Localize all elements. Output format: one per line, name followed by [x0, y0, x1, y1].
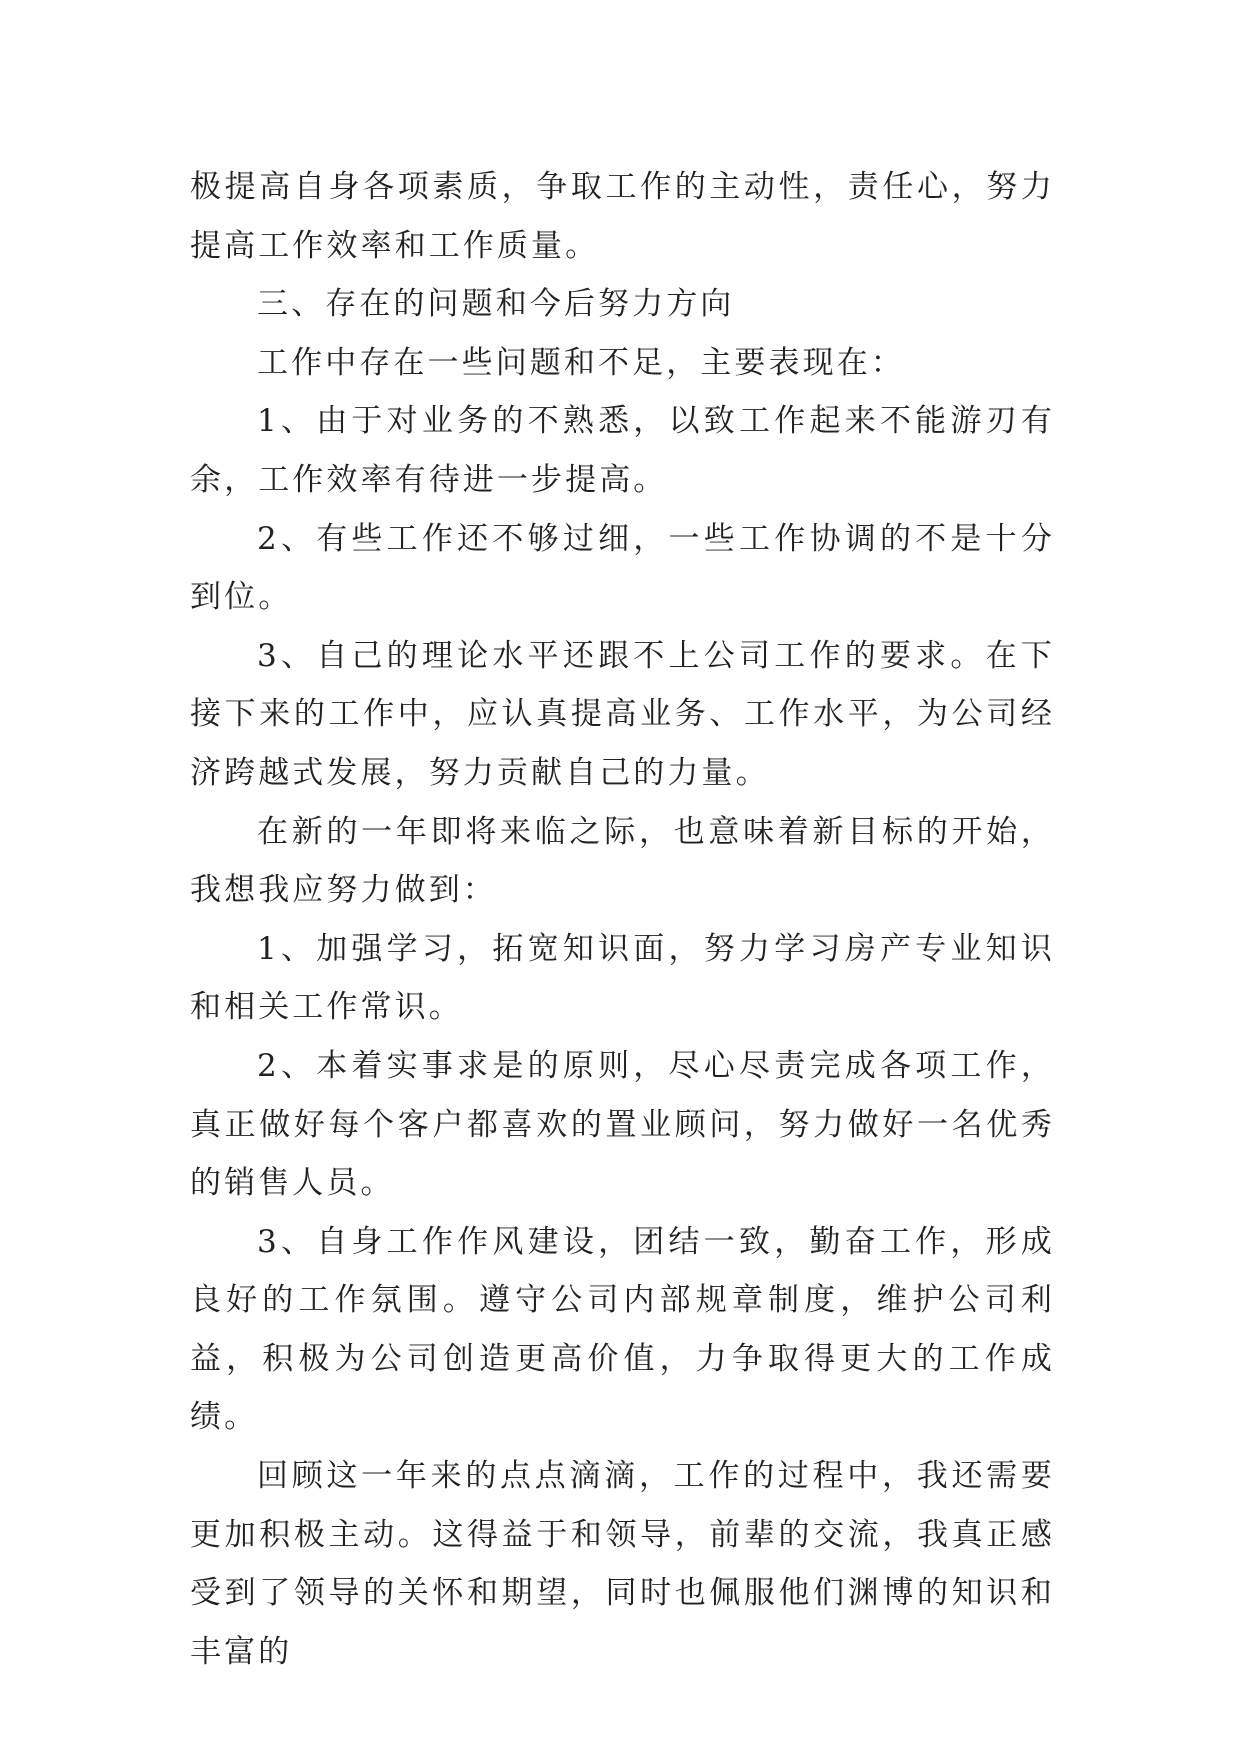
paragraph: 回顾这一年来的点点滴滴，工作的过程中，我还需要更加积极主动。这得益于和领导，前辈的交流，我真正感受到了领导的关怀和期望，同时也佩服他们渊博的知识和丰富的 — [190, 1458, 1055, 1670]
list-item: 2、有些工作还不够过细，一些工作协调的不是十分到位。 — [190, 520, 1055, 616]
list-item: 1、加强学习，拓宽知识面，努力学习房产专业知识和相关工作常识。 — [190, 930, 1055, 1026]
list-item: 1、由于对业务的不熟悉，以致工作起来不能游刃有余，工作效率有待进一步提高。 — [190, 403, 1055, 498]
paragraph-continuation: 极提高自身各项素质，争取工作的主动性，责任心，努力提高工作效率和工作质量。 — [190, 169, 1055, 264]
list-item: 3、自己的理论水平还跟不上公司工作的要求。在下接下来的工作中，应认真提高业务、工作水平，为公司经济跨越式发展，努力贡献自己的力量。 — [190, 637, 1055, 791]
list-item: 2、本着实事求是的原则，尽心尽责完成各项工作，真正做好每个客户都喜欢的置业顾问，努力做好一名优秀的销售人员。 — [190, 1047, 1055, 1202]
paragraph: 工作中存在一些问题和不足，主要表现在： — [257, 344, 905, 381]
paragraph: 在新的一年即将来临之际，也意味着新目标的开始，我想我应努力做到： — [190, 813, 1055, 909]
section-heading: 三、存在的问题和今后努力方向 — [257, 286, 735, 323]
document-body — [190, 158, 1055, 1681]
list-item: 3、自身工作作风建设，团结一致，勤奋工作，形成良好的工作氛围。遵守公司内部规章制度，维护公司利益，积极为公司创造更高价值，力争取得更大的工作成绩。 — [190, 1223, 1055, 1436]
